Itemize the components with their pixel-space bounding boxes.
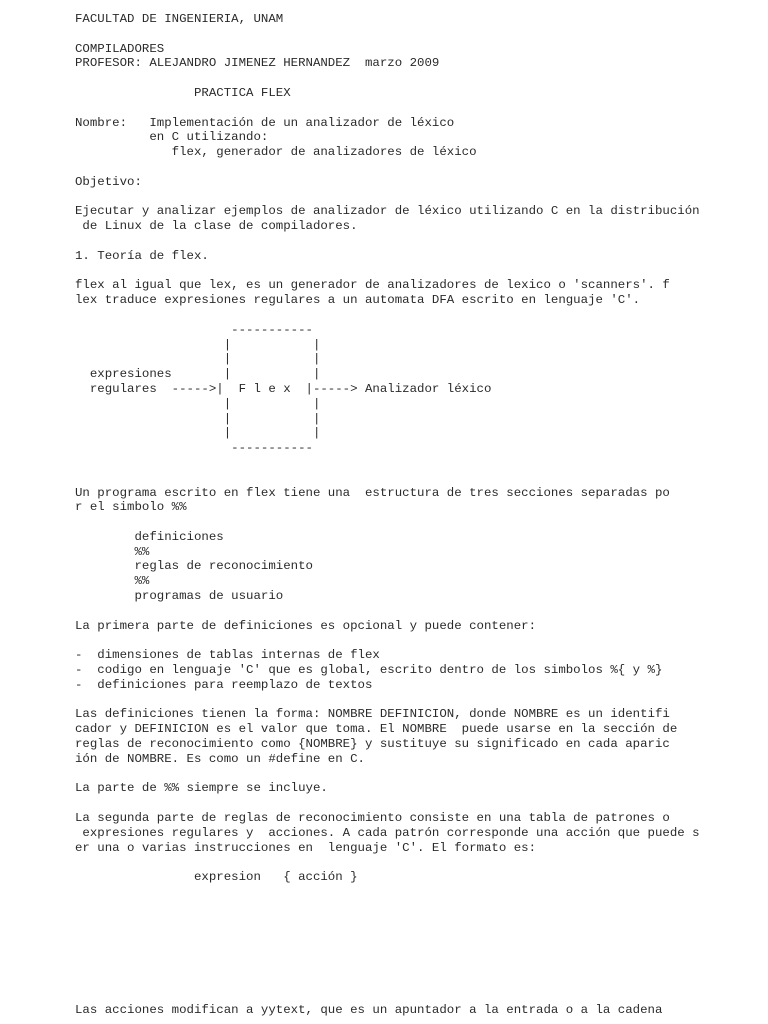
document-page <box>75 12 765 1018</box>
text-line: flex al igual que lex, es un generador de analizadores de lexico o 'scanners'. f <box>75 278 670 293</box>
diagram-line: ----------- <box>75 441 313 456</box>
separator-note <box>75 781 765 796</box>
text-line: flex, generador de analizadores de léxico <box>75 145 477 160</box>
text-line: expresiones regulares y acciones. A cada patrón corresponde una acción que puede s <box>75 825 700 840</box>
diagram-line: | | <box>75 411 321 426</box>
objective-heading <box>75 175 765 190</box>
text-line: Las definiciones tienen la forma: NOMBRE DEFINICION, donde NOMBRE es un identifi <box>75 707 670 722</box>
list-item: - dimensiones de tablas internas de flex <box>75 648 380 663</box>
text-line: ión de NOMBRE. Es como un #define en C. <box>75 751 365 766</box>
definitions-list <box>75 648 765 692</box>
text-line: Objetivo: <box>75 174 142 189</box>
text-line: en C utilizando: <box>75 130 269 145</box>
text-line: %% <box>75 574 150 589</box>
text-line <box>75 471 765 486</box>
text-line: PRACTICA FLEX <box>75 85 291 100</box>
text-line: COMPILADORES <box>75 41 165 56</box>
institution-block <box>75 12 765 27</box>
text-line: er una o varias instrucciones en lenguaje 'C'. El formato es: <box>75 840 537 855</box>
list-item: - definiciones para reemplazo de textos <box>75 677 373 692</box>
text-line: expresion { acción } <box>75 870 358 885</box>
diagram-line: | | <box>75 396 321 411</box>
list-item: - codigo en lenguaje 'C' que es global, escrito dentro de los simbolos %{ y %} <box>75 663 663 678</box>
text-line: reglas de reconocimiento <box>75 559 313 574</box>
diagram-line: regulares ----->| F l e x |-----> Analizador léxico <box>75 381 492 396</box>
text-line: cador y DEFINICION es el valor que toma. El NOMBRE puede usarse en la sección de <box>75 722 678 737</box>
section-heading <box>75 249 765 264</box>
diagram-line: | | <box>75 337 321 352</box>
text-line: %% <box>75 544 150 559</box>
name-block <box>75 116 765 160</box>
diagram-line: expresiones | | <box>75 367 321 382</box>
flex-ascii-diagram <box>75 323 765 456</box>
text-line: PROFESOR: ALEJANDRO JIMENEZ HERNANDEZ marzo 2009 <box>75 56 440 71</box>
text-line: FACULTAD DE INGENIERIA, UNAM <box>75 12 284 26</box>
text-line: lex traduce expresiones regulares a un automata DFA escrito en lenguaje 'C'. <box>75 293 641 308</box>
flex-intro-paragraph <box>75 278 765 308</box>
text-line: programas de usuario <box>75 589 284 604</box>
course-block <box>75 42 765 72</box>
text-line: definiciones <box>75 529 224 544</box>
rules-paragraph <box>75 811 765 855</box>
objective-paragraph <box>75 204 765 234</box>
diagram-line: | | <box>75 352 321 367</box>
text-line: reglas de reconocimiento como {NOMBRE} y sustituye su significado en cada aparic <box>75 737 670 752</box>
text-line: 1. Teoría de flex. <box>75 248 209 263</box>
text-line: Un programa escrito en flex tiene una estructura de tres secciones separadas po <box>75 485 670 500</box>
definitions-intro <box>75 619 765 634</box>
text-line: r el simbolo %% <box>75 500 187 515</box>
text-line: de Linux de la clase de compiladores. <box>75 219 358 234</box>
practice-title <box>75 86 765 101</box>
text-line: Ejecutar y analizar ejemplos de analizador de léxico utilizando C en la distribución <box>75 204 700 219</box>
text-line: La primera parte de definiciones es opcional y puede contener: <box>75 618 537 633</box>
text-line: La segunda parte de reglas de reconocimiento consiste en una tabla de patrones o <box>75 811 670 826</box>
definitions-paragraph <box>75 707 765 766</box>
actions-paragraph <box>75 1003 765 1018</box>
text-line: La parte de %% siempre se incluye. <box>75 781 328 796</box>
text-line: Nombre: Implementación de un analizador de léxico <box>75 115 455 130</box>
text-line: Las acciones modifican a yytext, que es un apuntador a la entrada o a la cadena <box>75 1003 663 1018</box>
structure-list <box>75 530 765 604</box>
diagram-line: ----------- <box>75 322 313 337</box>
structure-paragraph <box>75 486 765 516</box>
rule-format-example <box>75 870 765 885</box>
diagram-line: | | <box>75 426 321 441</box>
spacer-block <box>75 471 765 486</box>
